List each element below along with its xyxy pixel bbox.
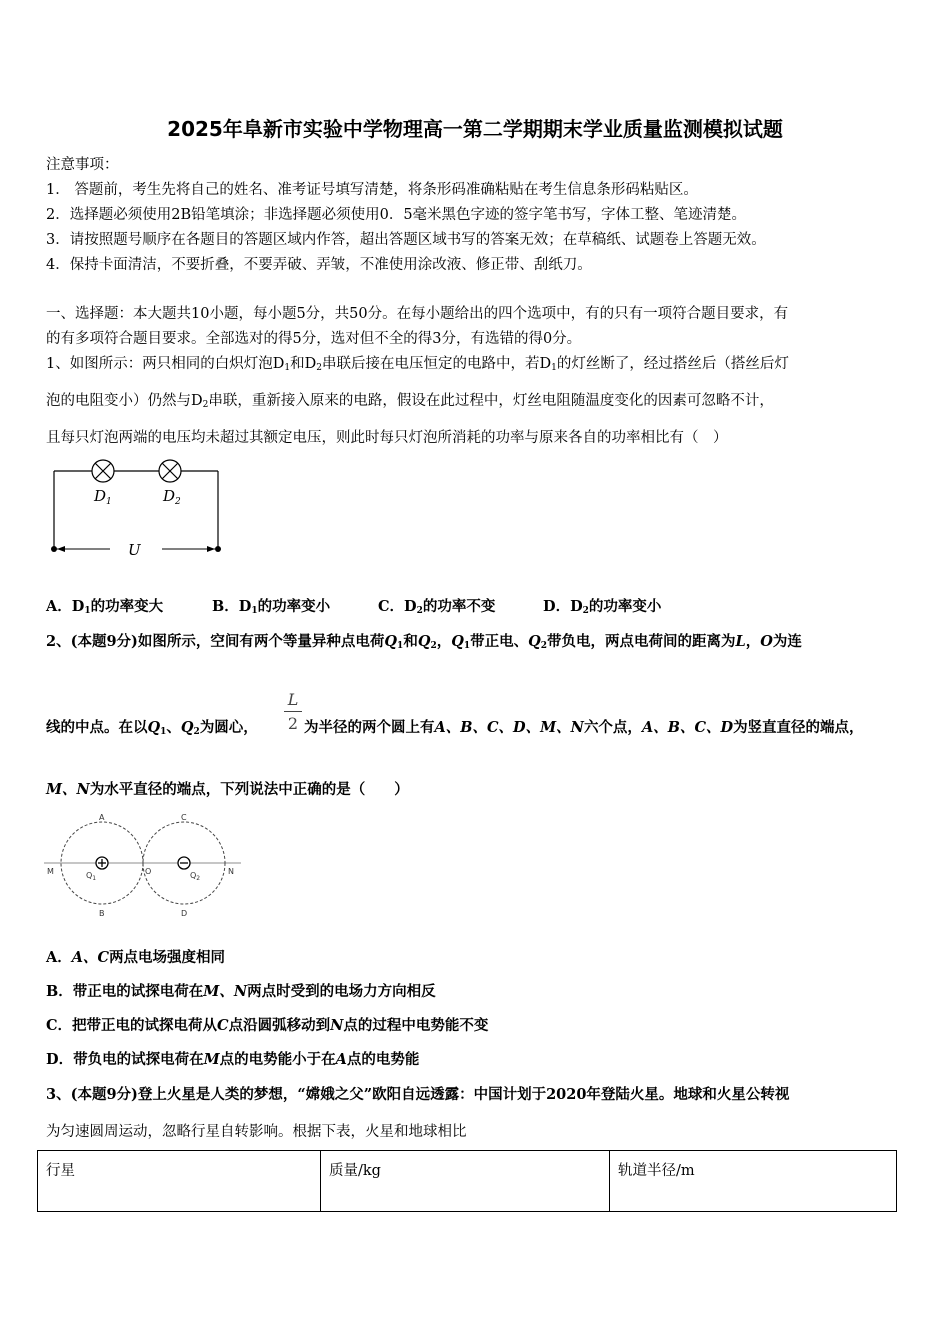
q1-option-a[interactable]: A．$D_1$的功率变大 <box>46 598 164 616</box>
q2-option-b[interactable]: B．带正电的试探电荷在M、N两点时受到的电场力方向相反 <box>46 983 436 1000</box>
lamp-d2-icon <box>159 460 181 482</box>
q2-line2a: 线的中点。在以$Q_1$、$Q_2$为圆心， <box>46 719 258 737</box>
q1-option-b[interactable]: B．$D_1$的功率变小 <box>212 598 331 616</box>
fraction-numerator: L <box>287 690 299 709</box>
q2-option-c[interactable]: C．把带正电的试探电荷从C点沿圆弧移动到N点的过程中电势能不变 <box>46 1017 489 1034</box>
q2-line2b: 为半径的两个圆上有A、B、C、D、M、N六个点，A、B、C、D为竖直直径的端点， <box>304 719 864 736</box>
q1-line1: 1、如图所示：两只相同的白炽灯泡$D_1$和$D_2$串联后接在电压恒定的电路中，若$D_1$的灯丝断了，经过搭丝后（搭丝后灯 <box>46 356 789 373</box>
notice-item-1: 1． 答题前，考生先将自己的姓名、准考证号填写清楚，将条形码准确粘贴在考生信息条形码粘贴区。 <box>46 182 698 198</box>
q2-line3: M、N为水平直径的端点，下列说法中正确的是（ ） <box>46 781 409 798</box>
table-row <box>38 1151 897 1212</box>
point-d-label: D <box>181 909 188 918</box>
terminal-right <box>215 546 221 552</box>
fraction-bar <box>284 711 302 712</box>
label-d1: $D_1$ <box>94 487 112 507</box>
q2-charges-diagram <box>44 810 244 922</box>
table-header-planet: 行星 <box>38 1151 321 1212</box>
negative-charge-icon <box>178 857 190 869</box>
q1-circuit-diagram <box>44 455 229 563</box>
positive-charge-icon <box>96 857 108 869</box>
notice-item-2: 2．选择题必须使用2B铅笔填涂；非选择题必须使用0．5毫米黑色字迹的签字笔书写，字体工整、笔迹清楚。 <box>46 207 747 223</box>
q3-line1: 3、(本题9分)登上火星是人类的梦想，“嫦娥之父”欧阳自远透露：中国计划于2020年登陆火星。地球和火星公转视 <box>46 1086 790 1103</box>
lamp-d1-icon <box>92 460 114 482</box>
label-d2: $D_2$ <box>163 487 181 507</box>
point-c-label: C <box>181 813 187 822</box>
table-header-mass: 质量/kg <box>321 1151 610 1212</box>
notice-item-4: 4．保持卡面清洁，不要折叠，不要弄破、弄皱，不准使用涂改液、修正带、刮纸刀。 <box>46 257 592 273</box>
point-b-label: B <box>99 909 105 918</box>
q1-option-d[interactable]: D．$D_2$的功率变小 <box>543 598 662 616</box>
q1-line3: 且每只灯泡两端的电压均未超过其额定电压，则此时每只灯泡所消耗的功率与原来各自的功率相比有（ ） <box>46 430 728 446</box>
q1-line2: 泡的电阻变小）仍然与$D_2$串联，重新接入原来的电路，假设在此过程中，灯丝电阻随温度变化的因素可忽略不计， <box>46 393 774 410</box>
section-intro-line2: 的有多项符合题目要求。全部选对的得5分，选对但不全的得3分，有选错的得0分。 <box>46 331 582 347</box>
q2-option-a[interactable]: A．A、C两点电场强度相同 <box>46 949 226 966</box>
table-header-radius: 轨道半径/m <box>610 1151 897 1212</box>
terminal-left <box>51 546 57 552</box>
q1-option-c[interactable]: C．$D_2$的功率不变 <box>378 598 496 616</box>
page-title: 2025年阜新市实验中学物理高一第二学期期末学业质量监测模拟试题 <box>167 117 783 141</box>
q2-option-d[interactable]: D．带负电的试探电荷在M点的电势能小于在A点的电势能 <box>46 1051 420 1068</box>
notice-heading: 注意事项： <box>46 157 119 173</box>
planet-table <box>37 1150 897 1212</box>
point-n-label: N <box>228 867 234 876</box>
point-m-label: M <box>47 867 54 876</box>
fraction-denominator: 2 <box>287 714 299 733</box>
section-intro-line1: 一、选择题：本大题共10小题，每小题5分，共50分。在每小题给出的四个选项中，有的只有一项符合题目要求，有 <box>46 306 789 322</box>
notice-item-3: 3．请按照题号顺序在各题目的答题区域内作答，超出答题区域书写的答案无效；在草稿纸、试题卷上答题无效。 <box>46 232 766 248</box>
q1-label: $Q_1$ <box>86 871 97 882</box>
q2-label: $Q_2$ <box>190 871 201 882</box>
point-o-label: O <box>145 867 152 876</box>
label-u: U <box>128 541 141 559</box>
q2-line1: 2、(本题9分)如图所示，空间有两个等量异种点电荷$Q_1$和$Q_2$，$Q_1$带正电、$Q_2$带负电，两点电荷间的距离为L，O为连 <box>46 633 802 651</box>
point-a-label: A <box>99 813 105 822</box>
q3-line2: 为匀速圆周运动，忽略行星自转影响。根据下表，火星和地球相比 <box>46 1124 467 1140</box>
